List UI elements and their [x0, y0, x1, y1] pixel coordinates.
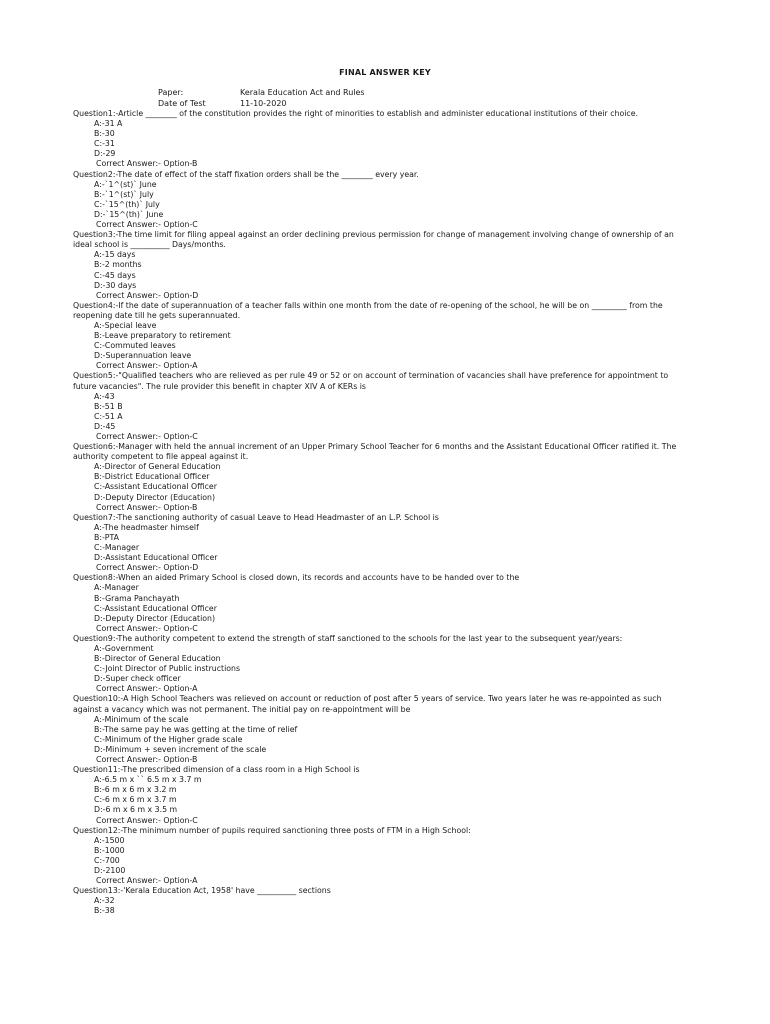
correct-answer: Correct Answer:- Option-A	[96, 876, 198, 886]
question-block	[73, 765, 691, 826]
question-block	[73, 694, 691, 765]
answer-option: A:-31 A	[94, 119, 123, 129]
answer-option: C:-Assistant Educational Officer	[94, 482, 217, 492]
correct-answer: Correct Answer:- Option-C	[96, 623, 198, 633]
answer-option: A:-15 days	[94, 250, 136, 260]
answer-option: A:-Director of General Education	[94, 462, 221, 472]
answer-option: A:-Minimum of the scale	[94, 714, 189, 724]
question-text: Question5:-"Qualified teachers who are relieved as per rule 49 or 52 or on account of termination of vacancies shall have preference for appointment to future vacancies". The rule provider this benefit in chapter XIV A of KERs is	[73, 371, 669, 391]
question-block	[73, 634, 691, 695]
answer-option: D:-`15^(th)` June	[94, 209, 164, 219]
answer-option: C:-700	[94, 855, 120, 865]
question-block	[73, 301, 691, 372]
answer-option: D:-45	[94, 421, 116, 431]
answer-option: B:-2 months	[94, 260, 142, 270]
correct-answer: Correct Answer:- Option-A	[96, 684, 198, 694]
date-label: Date of Test	[158, 99, 206, 108]
answer-option: C:-45 days	[94, 270, 136, 280]
answer-option: C:-Assistant Educational Officer	[94, 603, 217, 613]
answer-option: A:-Special leave	[94, 320, 157, 330]
answer-option: C:-`15^(th)` July	[94, 199, 160, 209]
correct-answer: Correct Answer:- Option-C	[96, 220, 198, 230]
question-text: Question10:-A High School Teachers was relieved on account or reduction of post after 5 years of service. Two years later he was re-appointed as such against a vacancy which was not permanent. The initial pay on re-appointment will be	[73, 694, 662, 714]
correct-answer: Correct Answer:- Option-A	[96, 361, 198, 371]
question-list	[73, 109, 691, 917]
answer-option: D:-29	[94, 149, 116, 159]
answer-option: C:-51 A	[94, 411, 123, 421]
answer-option: B:-The same pay he was getting at the time of relief	[94, 724, 298, 734]
question-block	[73, 826, 691, 887]
answer-option: A:-6.5 m x `` 6.5 m x 3.7 m	[94, 775, 202, 785]
answer-option: D:-30 days	[94, 280, 137, 290]
correct-answer: Correct Answer:- Option-B	[96, 502, 198, 512]
date-row	[158, 99, 287, 109]
answer-option: D:-2100	[94, 866, 126, 876]
page-title: FINAL ANSWER KEY	[339, 68, 431, 77]
question-text: Question6:-Manager with held the annual increment of an Upper Primary School Teacher for 6 months and the Assistant Educational Officer ratified it. The authority competent to file appeal against it.	[73, 442, 677, 462]
answer-option: C:-6 m x 6 m x 3.7 m	[94, 795, 177, 805]
answer-option: B:-`1^(st)` July	[94, 189, 154, 199]
question-text: Question8:-When an aided Primary School is closed down, its records and accounts have to be handed over to the	[73, 573, 520, 583]
answer-option: D:-Assistant Educational Officer	[94, 553, 218, 563]
answer-option: D:-Deputy Director (Education)	[94, 613, 215, 623]
date-value: 11-10-2020	[240, 99, 287, 108]
answer-option: C:-31	[94, 139, 115, 149]
answer-option: A:-1500	[94, 835, 125, 845]
answer-option: A:-`1^(st)` June	[94, 179, 157, 189]
answer-option: C:-Manager	[94, 543, 140, 553]
answer-option: B:-PTA	[94, 532, 119, 542]
question-block	[73, 573, 691, 634]
answer-option: B:-38	[94, 906, 115, 916]
answer-option: B:-30	[94, 129, 115, 139]
question-block	[73, 371, 691, 442]
question-text: Question9:-The authority competent to extend the strength of staff sanctioned to the schools for the last year to the subsequent year/years:	[73, 633, 623, 643]
question-block	[73, 170, 691, 231]
paper-value: Kerala Education Act and Rules	[240, 88, 365, 97]
question-text: Question2:-The date of effect of the staff fixation orders shall be the ________ every year.	[73, 169, 419, 179]
answer-option: B:-Grama Panchayath	[94, 593, 180, 603]
question-block	[73, 442, 691, 513]
correct-answer: Correct Answer:- Option-C	[96, 815, 198, 825]
answer-option: D:-Deputy Director (Education)	[94, 492, 215, 502]
answer-option: D:-6 m x 6 m x 3.5 m	[94, 805, 178, 815]
answer-option: A:-Manager	[94, 583, 139, 593]
answer-option: B:-1000	[94, 845, 125, 855]
question-block	[73, 230, 691, 301]
question-text: Question4:-If the date of superannuation of a teacher falls within one month from the date of re-opening of the school, he will be on _________ from the reopening date till he gets superannuated.	[73, 300, 663, 320]
correct-answer: Correct Answer:- Option-D	[96, 290, 199, 300]
answer-option: D:-Super check officer	[94, 674, 181, 684]
answer-option: D:-Superannuation leave	[94, 351, 192, 361]
answer-option: C:-Joint Director of Public instructions	[94, 664, 241, 674]
answer-option: B:-Leave preparatory to retirement	[94, 331, 231, 341]
correct-answer: Correct Answer:- Option-B	[96, 159, 198, 169]
answer-option: B:-Director of General Education	[94, 654, 221, 664]
question-text: Question13:-'Kerala Education Act, 1958' have __________ sections	[73, 886, 331, 896]
correct-answer: Correct Answer:- Option-D	[96, 563, 199, 573]
question-text: Question12:-The minimum number of pupils required sanctioning three posts of FTM in a High School:	[73, 825, 471, 835]
answer-option: C:-Commuted leaves	[94, 341, 176, 351]
answer-option: B:-51 B	[94, 401, 123, 411]
question-text: Question7:-The sanctioning authority of casual Leave to Head Headmaster of an L.P. School is	[73, 512, 439, 522]
answer-option: A:-The headmaster himself	[94, 522, 199, 532]
question-text: Question1:-Article ________ of the constitution provides the right of minorities to establish and administer educational institutions of their choice.	[73, 109, 638, 118]
question-block	[73, 513, 691, 574]
paper-row	[158, 88, 365, 98]
question-block	[73, 886, 691, 916]
answer-option: C:-Minimum of the Higher grade scale	[94, 734, 243, 744]
answer-option: A:-43	[94, 391, 115, 401]
answer-option: A:-32	[94, 896, 115, 906]
question-text: Question3:-The time limit for filing appeal against an order declining previous permission for change of management involving change of ownership of an ideal school is __________ Days/months.	[73, 230, 674, 250]
answer-option: A:-Government	[94, 643, 154, 653]
answer-option: D:-Minimum + seven increment of the scale	[94, 744, 267, 754]
answer-option: B:-6 m x 6 m x 3.2 m	[94, 785, 177, 795]
paper-label: Paper:	[158, 88, 184, 97]
question-text: Question11:-The prescribed dimension of a class room in a High School is	[73, 765, 360, 775]
correct-answer: Correct Answer:- Option-B	[96, 755, 198, 764]
question-block	[73, 109, 691, 170]
correct-answer: Correct Answer:- Option-C	[96, 432, 198, 441]
answer-option: B:-District Educational Officer	[94, 472, 210, 482]
